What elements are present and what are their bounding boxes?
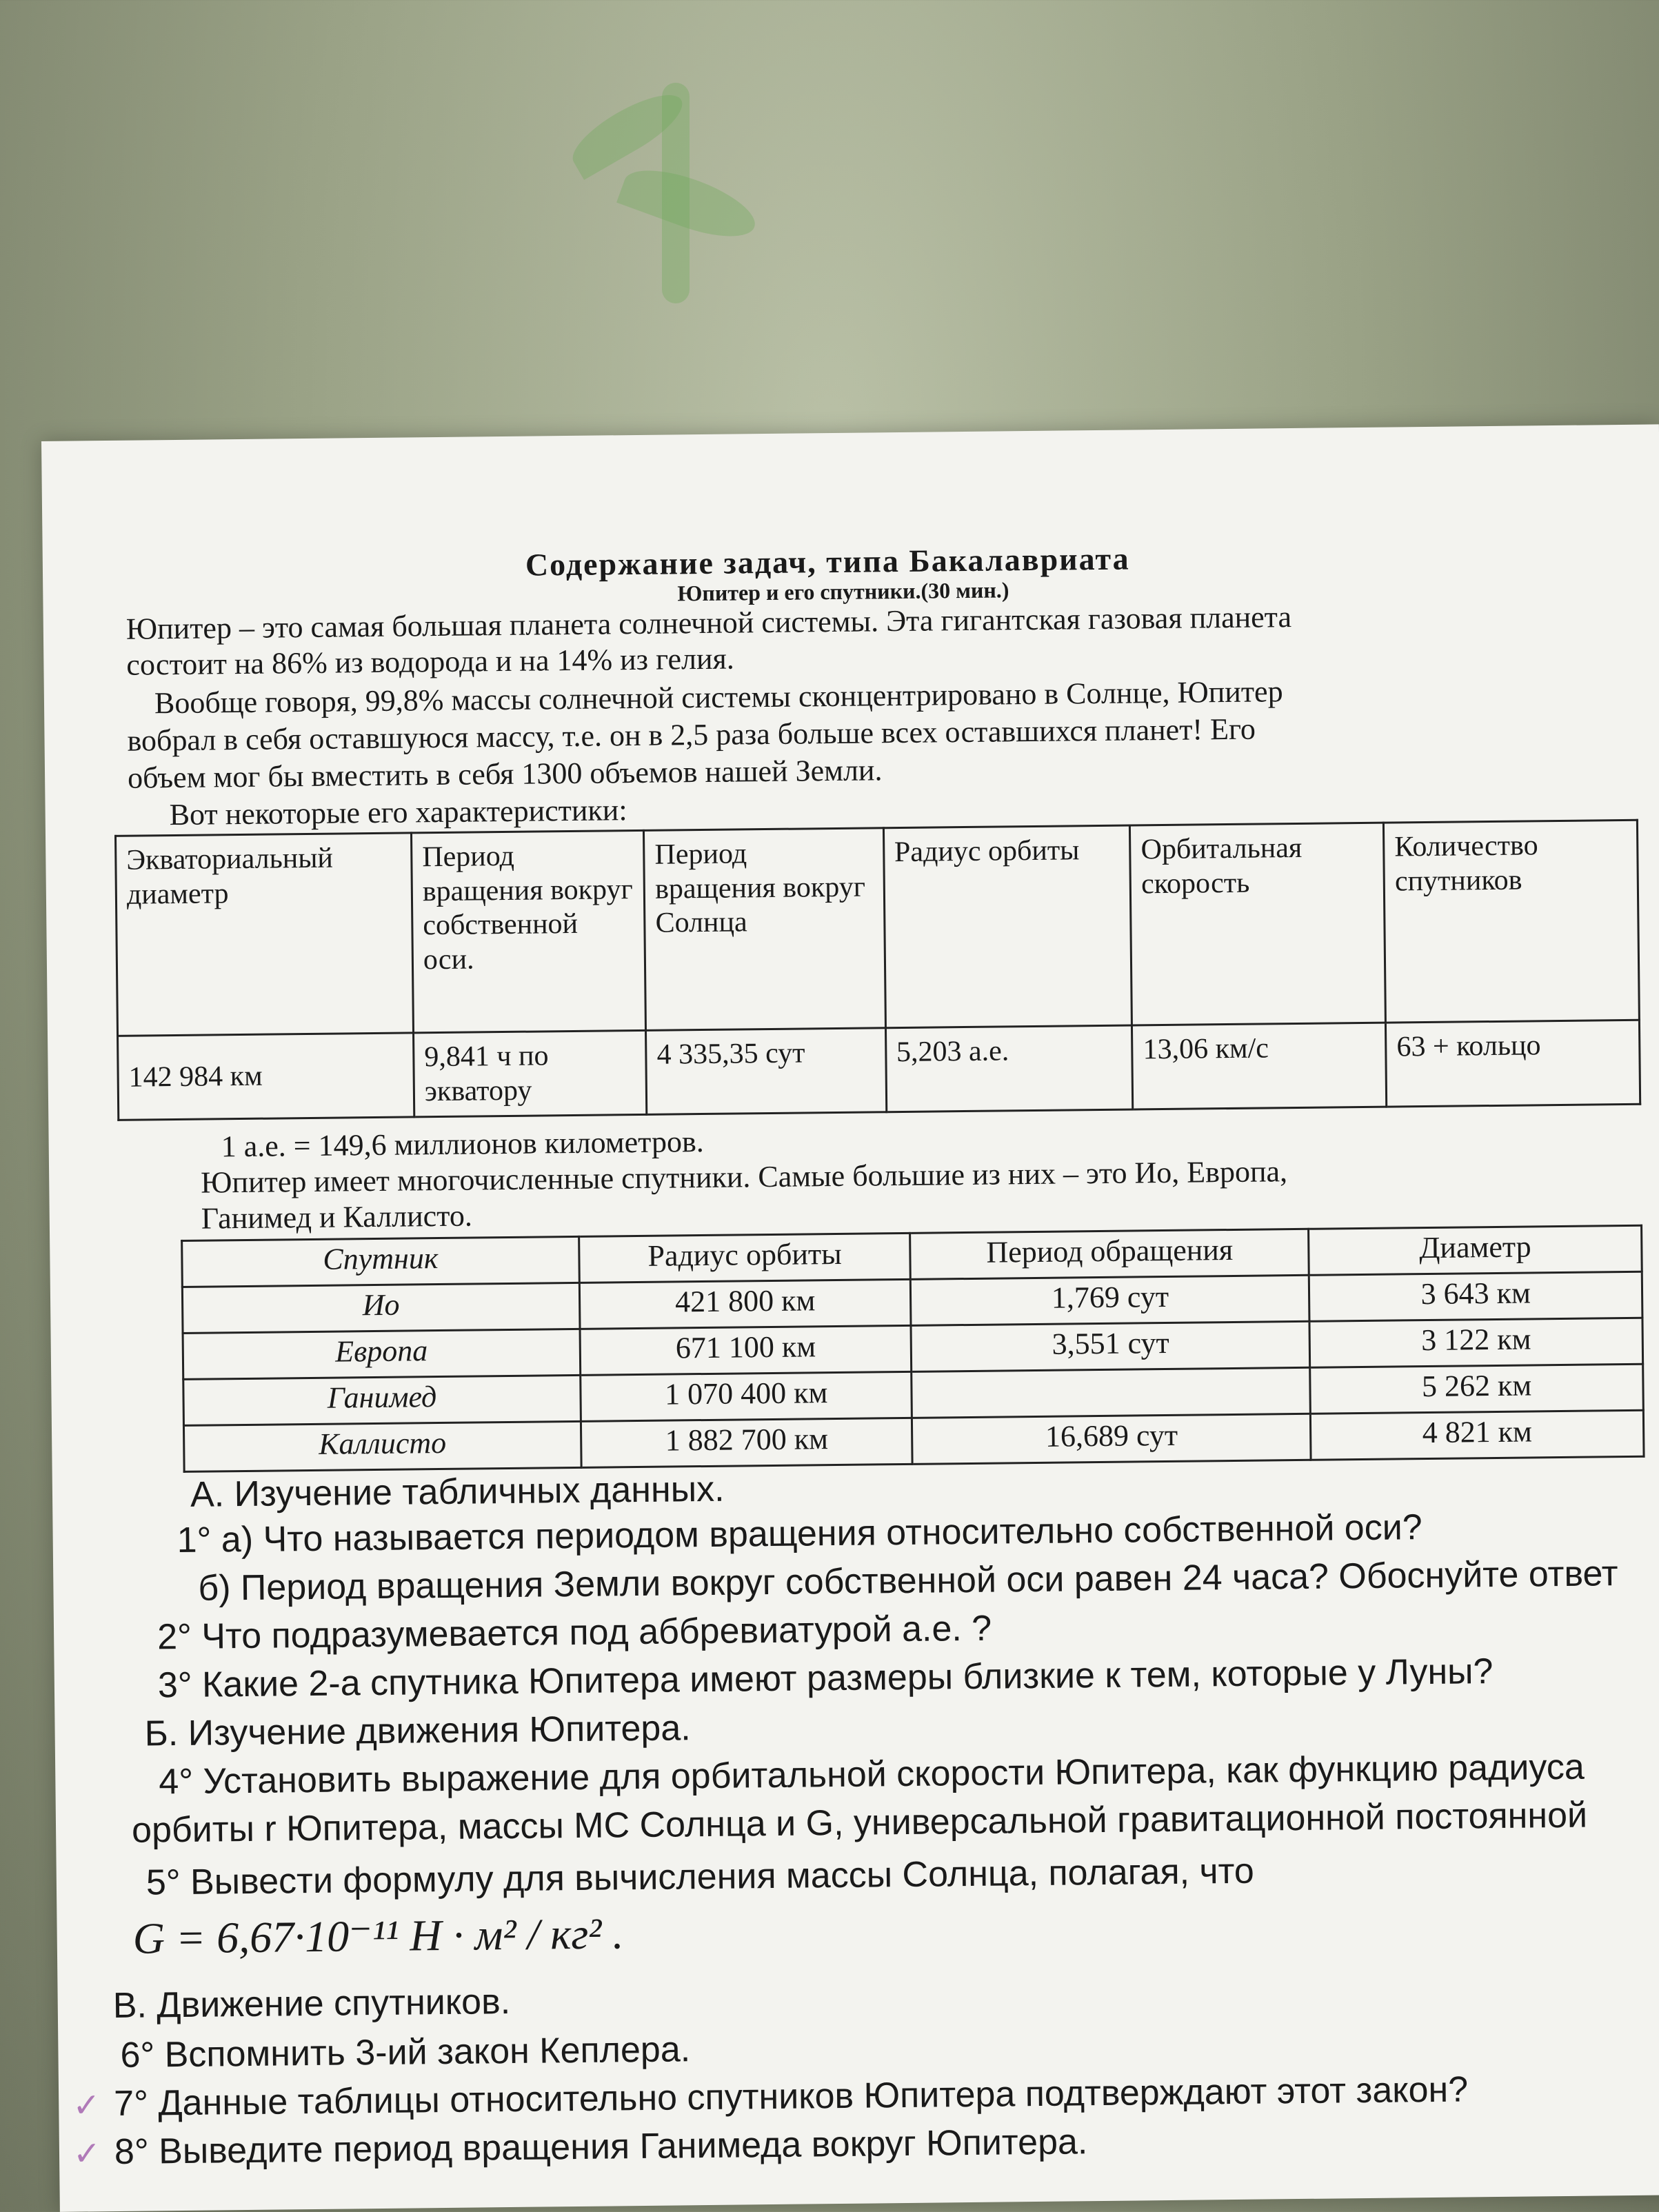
satellite-diameter: 3 643 км <box>1309 1271 1642 1321</box>
question-6: 6° Вспомнить 3-ий закон Кеплера. <box>120 2029 691 2075</box>
intro-line: состоит на 86% из водорода и на 14% из гелия. <box>126 641 735 682</box>
table-header-cell: Орбитальная скорость <box>1130 823 1386 1025</box>
check-mark-icon: ✓ <box>72 2087 101 2124</box>
au-definition: 1 а.е. = 149,6 миллионов километров. <box>221 1124 704 1164</box>
satellites-table <box>181 1225 1645 1473</box>
table-header-cell: Период вращения вокруг собственной оси. <box>411 830 645 1033</box>
satellites-intro: Ганимед и Каллисто. <box>201 1198 473 1236</box>
question-2: 2° Что подразумевается под аббревиатурой а.е. ? <box>157 1608 992 1658</box>
check-mark-icon: ✓ <box>72 2135 101 2173</box>
table-row <box>118 1020 1640 1120</box>
satellites-intro: Юпитер имеет многочисленные спутники. Самые большие из них – это Ио, Европа, <box>201 1154 1288 1200</box>
question-1a: 1° а) Что называется периодом вращения относительно собственной оси? <box>177 1507 1422 1561</box>
table-header-cell: Период вращения вокруг Солнца <box>644 828 885 1031</box>
table-header-cell: Спутник <box>182 1236 580 1287</box>
question-5: 5° Вывести формулу для вычисления массы Солнца, полагая, что <box>145 1851 1254 1903</box>
satellite-period <box>912 1367 1310 1418</box>
satellite-name: Каллисто <box>183 1421 581 1471</box>
document-page <box>41 424 1659 2211</box>
table-cell: 4 335,35 сут <box>646 1028 887 1115</box>
jupiter-characteristics-table <box>114 819 1641 1121</box>
satellite-radius: 1 070 400 км <box>581 1371 912 1421</box>
satellite-name: Европа <box>183 1329 581 1379</box>
table-header-cell: Радиус орбиты <box>579 1233 910 1283</box>
satellite-period: 3,551 сут <box>911 1321 1309 1371</box>
section-heading-a: А. Изучение табличных данных. <box>190 1469 725 1515</box>
document-title: Содержание задач, типа Бакалавриата <box>525 541 1130 583</box>
intro-line: Юпитер – это самая большая планета солнечной системы. Эта гигантская газовая планета <box>125 600 1292 646</box>
fabric-pattern-leaf <box>662 83 690 303</box>
table-header-cell: Диаметр <box>1309 1225 1642 1275</box>
document-subtitle: Юпитер и его спутники.(30 мин.) <box>677 577 1009 606</box>
table-cell: 63 + кольцо <box>1386 1020 1640 1107</box>
intro-line: вобрал в себя оставшуюся массу, т.е. он в 2,5 раза больше всех оставшихся планет! Его <box>127 712 1256 758</box>
table-header-row <box>116 820 1640 1036</box>
satellite-period: 1,769 сут <box>911 1275 1309 1325</box>
table-header-cell: Радиус орбиты <box>883 825 1132 1028</box>
satellite-diameter: 4 821 км <box>1311 1410 1644 1460</box>
intro-line: Вообще говоря, 99,8% массы солнечной системы сконцентрировано в Солнце, Юпитер <box>154 674 1283 721</box>
question-3: 3° Какие 2-а спутника Юпитера имеют размеры близкие к тем, которые у Луны? <box>157 1651 1494 1706</box>
satellite-name: Ганимед <box>183 1375 581 1425</box>
question-4: 4° Установить выражение для орбитальной скорости Юпитера, как функцию радиуса <box>159 1747 1585 1802</box>
satellite-radius: 671 100 км <box>580 1325 912 1375</box>
fabric-pattern-leaf <box>616 157 763 250</box>
table-cell: 13,06 км/с <box>1132 1023 1387 1109</box>
table-header-cell: Экваториальный диаметр <box>116 833 414 1036</box>
satellite-name: Ио <box>182 1283 580 1333</box>
intro-line: Вот некоторые его характеристики: <box>169 793 627 832</box>
table-cell: 9,841 ч по экватору <box>413 1030 647 1117</box>
table-header-cell: Период обращения <box>910 1229 1309 1279</box>
section-heading-b: Б. Изучение движения Юпитера. <box>144 1708 691 1754</box>
satellite-diameter: 5 262 км <box>1310 1364 1643 1414</box>
question-7: 7° Данные таблицы относительно спутников Юпитера подтверждают этот закон? <box>113 2069 1469 2124</box>
question-8: 8° Выведите период вращения Ганимеда вокруг Юпитера. <box>114 2122 1088 2173</box>
section-heading-v: В. Движение спутников. <box>112 1982 511 2027</box>
table-cell: 142 984 км <box>118 1033 414 1120</box>
gravitational-constant-formula: G = 6,67·10⁻¹¹ Н · м² / кг² . <box>132 1909 624 1963</box>
table-cell: 5,203 а.е. <box>885 1025 1133 1112</box>
satellite-radius: 421 800 км <box>579 1279 911 1329</box>
satellite-radius: 1 882 700 км <box>581 1418 912 1467</box>
table-header-cell: Количество спутников <box>1384 820 1640 1023</box>
intro-line: объем мог бы вместить в себя 1300 объемов нашей Земли. <box>127 753 883 795</box>
satellite-diameter: 3 122 км <box>1309 1318 1642 1367</box>
question-1b: б) Период вращения Земли вокруг собственной оси равен 24 часа? Обоснуйте ответ <box>198 1554 1618 1609</box>
question-4-continued: орбиты r Юпитера, массы MC Солнца и G, универсальной гравитационной постоянной <box>131 1795 1588 1851</box>
satellite-period: 16,689 сут <box>912 1414 1311 1464</box>
